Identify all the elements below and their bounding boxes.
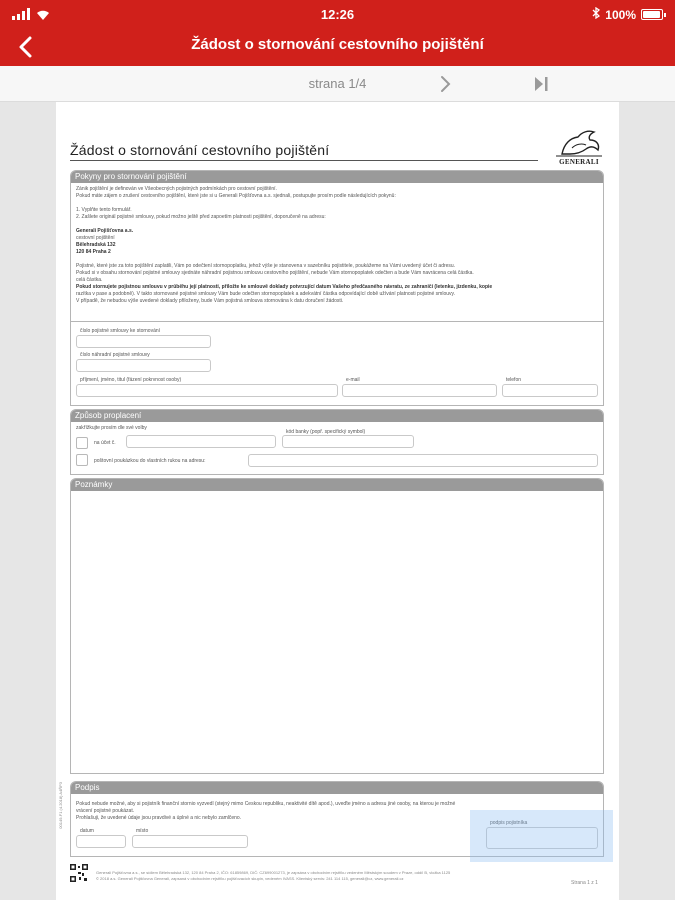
post-checkbox[interactable] [76,454,88,466]
document-title: Žádost o stornování cestovního pojištění [70,142,538,161]
place-input[interactable] [132,835,248,848]
signature-text: Prohlašuji, že uvedené údaje jsou pravdivé a úplné a nic nebylo zamlčeno. [76,815,242,821]
signature-text: Pokud nebude možné, aby si pojistník finanční stornio vyzvedl (stejný mimo Českou republiku, neaktivité dítě apod.), uveďte jméno a adresu jiné osoby, na kterou je možné [76,801,456,807]
skip-to-end-icon [532,75,550,93]
notes-textarea[interactable] [72,491,602,773]
instruction-line: Pokud si v obsahu stornování pojistné smlouvy sjednáte náhradní pojistnou smlouvu cestovního pojištění, nebude Vám stornopoplatek odečten a bude Vám navrácena celá částka. [76,270,474,276]
bank-code-input[interactable] [282,435,414,448]
address-line: Bělehradská 132 [76,242,116,248]
instructions-section [70,170,604,322]
instruction-line [76,221,598,228]
status-bar [0,0,675,30]
generali-logo [552,128,606,166]
document-page[interactable] [56,102,619,900]
instruction-line: Pokud máte zájem o zrušení cestovního pojištění, které jste si u Generali Pojišťovna a.s. sjednali, postupujte prosím podle následujících pokynů: [76,193,396,199]
phone-label: telefon [506,377,522,383]
notes-header: Poznámky [71,479,603,491]
battery-label: 100% [605,7,636,22]
page-title: Žádost o stornování cestovního pojištění [191,36,484,53]
replacement-number-input[interactable] [76,359,211,372]
next-page-button[interactable] [438,75,452,93]
refund-lead: zakřížkujte prosím dle své volby [76,425,147,431]
contract-number-label: číslo pojistné smlouvy ke stornování [80,328,161,334]
refund-header: Způsob proplacení [71,410,603,422]
post-address-input[interactable] [248,454,598,467]
instruction-line: 2. Zašlete originál pojistné smlouvy, pokud možno ještě před zapoetím platnosti pojištění, doporučeně na adresu: [76,214,326,220]
instruction-line: razítka v pase a podobně). V takto stornované pojistné smlouvy Vám bude odečten stornopoplatek a adekvátní částka odpovídající době užívání platnosti pojistné smlouvy. [76,291,456,297]
account-input[interactable] [126,435,276,448]
status-time: 12:26 [320,7,355,22]
address-line: 120 84 Praha 2 [76,249,111,255]
bank-code-label: kód banky (popř. specifický symbol) [286,429,366,435]
bluetooth-icon [592,7,600,22]
top-bar [0,0,675,66]
instruction-line: V případě, že nebudou výše uvedené doklady přiloženy, bude Vám pojistná smlouva stornována k datu doručení žádosti. [76,298,344,304]
address-line: cestovní pojištění [76,235,115,241]
replacement-number-label: číslo náhradní pojistné smlouvy [80,352,150,358]
email-input[interactable] [342,384,497,397]
instruction-line [76,200,598,207]
phone-input[interactable] [502,384,598,397]
qr-code-icon [70,864,88,882]
name-label: příjmení, jméno, titul (fázení pokrvnost osoby) [80,377,182,383]
account-checkbox[interactable] [76,437,88,449]
signature-field-highlight[interactable] [470,810,613,862]
chevron-right-icon [438,75,452,93]
signature-header: Podpis [71,782,603,794]
pager-toolbar [0,66,675,102]
instruction-line: celá částka. [76,277,103,283]
form-code: 00149-F1 (4.2018) A4ŘP3 [58,782,63,829]
instructions-body [71,183,603,308]
signer-label: podpis pojistníka [490,820,528,826]
date-input[interactable] [76,835,126,848]
name-input[interactable] [76,384,338,397]
lion-icon [552,128,606,158]
nav-bar [0,30,675,66]
battery-icon [641,9,663,20]
instruction-line: Zánik pojištění je definován ve Všeobecných pojistných podmínkách pro cestovní pojištění. [76,186,277,192]
signature-text: vrácení pojistné poukázat. [76,808,135,814]
date-label: datum [80,828,94,834]
battery-fill [643,11,660,18]
place-label: místo [136,828,149,834]
instruction-line: Pokud stornujete pojistnou smlouvu v průběhu její platnosti, přiložte ke smlouvě doklady potvrzující datum Vašeho předčasného návratu, ze zahraničí (letenku, jízdenku, kopie [76,284,493,290]
instructions-header: Pokyny pro stornování pojištění [71,171,603,183]
email-label: e-mail [346,377,360,383]
footer-page-number: Strana 1 z 1 [571,880,598,886]
logo-text: GENERALI [559,158,599,166]
instruction-line: Pojistné, které jste za toto pojištění zaplatili, Vám po odečtení stornopoplatku, jehož výše je stanovena v sazebníku pojistitele, poukážeme na Vámi uvedený účet či adresu. [76,263,456,269]
account-label: na účet č. [94,440,116,446]
post-label: poštovní poukázkou do vlastních rukou na adresu: [94,458,206,464]
contract-number-input[interactable] [76,335,211,348]
footer-legal-text: © 2018 a.s. Generali Pojišťovna Generali, zapsaná v obchodním rejstříku pojišťovacích skupin, vedeném IVASS. Klientský servis: 241 114 115, generali@cz, www.generali.cz [96,876,404,881]
address-line: Generali Pojišťovna a.s. [76,228,134,234]
instruction-line: 1. Vyplňte tento formulář. [76,207,132,213]
last-page-button[interactable] [532,75,550,93]
footer-legal-text: Generali Pojišťovna a.s., se sídlem Bělehradská 132, 120 84 Praha 2, IČO: 61859869, DIČ: CZ699001273, je zapsána v obchodním rejstříku vedeném Městským soudem v Praze, oddíl B, vložka 1125 [96,870,451,875]
page-indicator: strana 1/4 [308,76,367,91]
